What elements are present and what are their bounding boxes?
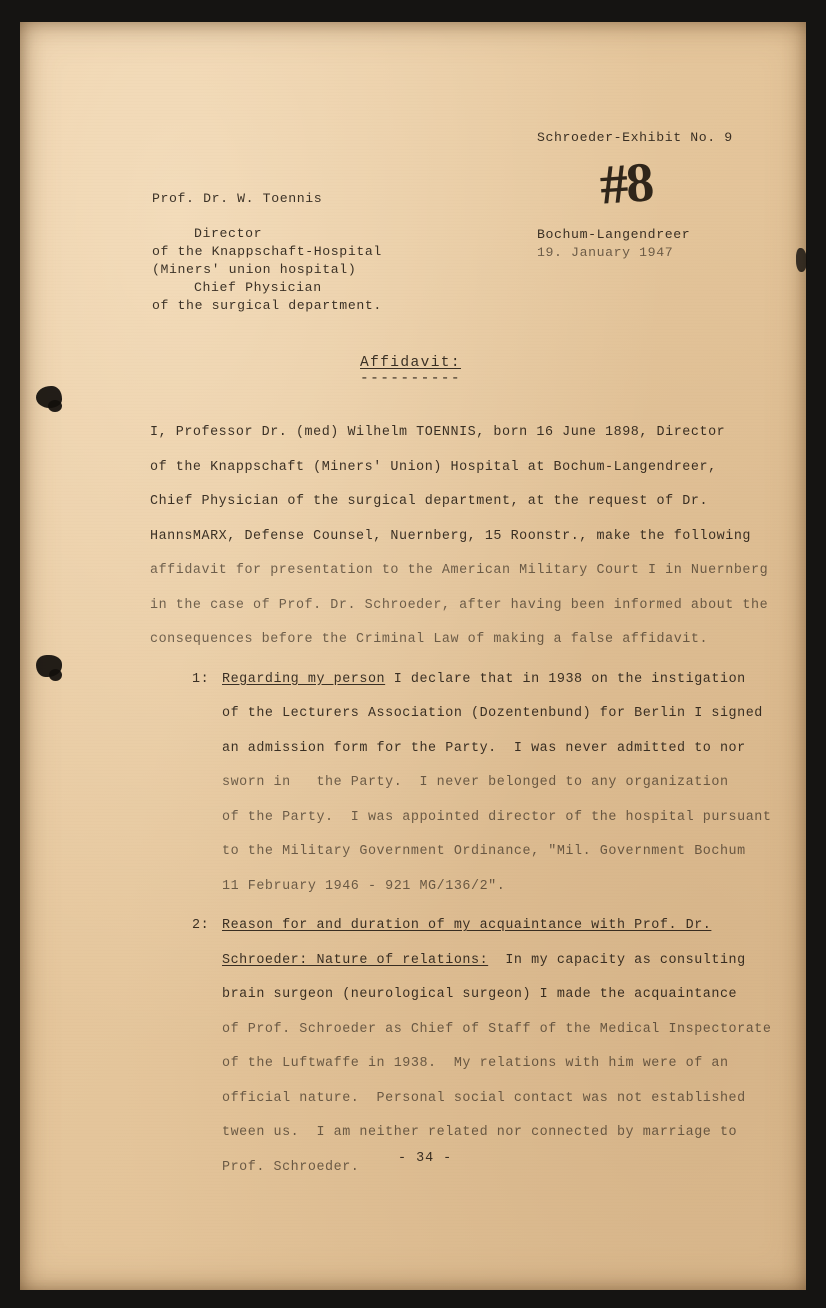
line-text: brain surgeon (neurological surgeon) I made the acquaintance (222, 987, 738, 1002)
list-item-line (222, 988, 737, 1001)
line-text: to the Military Government Ordinance, "Mil. Government Bochum (222, 844, 746, 859)
list-item-line (222, 919, 711, 932)
list-item-line (222, 673, 746, 686)
intro-line: affidavit for presentation to the American Military Court I in Nuernberg (150, 563, 769, 578)
list-item-line (222, 811, 771, 824)
place-line: Bochum-Langendreer (537, 227, 691, 242)
line-text: an admission form for the Party. I was never admitted to nor (222, 740, 746, 756)
page-title: Affidavit: (360, 355, 462, 371)
date-line: 19. January 1947 (537, 245, 674, 260)
addressee-org-line-1: of the Knappschaft-Hospital (152, 244, 382, 259)
line-text: of the Luftwaffe in 1938. My relations with him were of an (222, 1056, 729, 1071)
line-text: of Prof. Schroeder as Chief of Staff of the Medical Inspectorate (222, 1021, 772, 1037)
intro-line: consequences before the Criminal Law of making a false affidavit. (150, 632, 709, 647)
list-item-line (222, 776, 729, 789)
title-rule: ---------- (360, 371, 462, 387)
intro-line: of the Knappschaft (Miners' Union) Hospital at Bochum-Langendreer, (150, 459, 717, 475)
ink-blot-icon (49, 669, 62, 681)
handwritten-mark: #8 (597, 151, 655, 217)
list-item-line (222, 954, 746, 967)
intro-line: Chief Physician of the surgical department, at the request of Dr. (150, 494, 709, 509)
line-text: Prof. Schroeder. (222, 1159, 360, 1175)
intro-line: in the case of Prof. Dr. Schroeder, after having been informed about the (150, 597, 769, 613)
intro-line: HannsMARX, Defense Counsel, Nuernberg, 15 Roonstr., make the following (150, 528, 751, 544)
addressee-name: Prof. Dr. W. Toennis (152, 191, 323, 206)
list-item-line (222, 1092, 746, 1105)
edge-mark-icon (796, 248, 807, 272)
intro-line: I, Professor Dr. (med) Wilhelm TOENNIS, born 16 June 1898, Director (150, 425, 726, 440)
list-item-line (222, 1023, 771, 1036)
addressee-org-line-3: of the surgical department. (152, 298, 382, 313)
list-item-line (222, 880, 505, 893)
list-item-line (222, 1057, 729, 1070)
addressee-org-line-2: (Miners' union hospital) (152, 262, 357, 277)
emphasised-phrase: Reason for and duration of my acquaintance with Prof. Dr. (222, 918, 712, 933)
list-item-number: 1: (192, 671, 210, 687)
line-text: I declare that in 1938 on the instigation (385, 671, 746, 687)
page-number: - 34 - (398, 1151, 453, 1166)
list-item-line (222, 1126, 737, 1139)
emphasised-phrase: Regarding my person (222, 671, 386, 687)
line-text: of the Party. I was appointed director of the hospital pursuant (222, 809, 772, 825)
line-text: sworn in the Party. I never belonged to any organization (222, 775, 729, 790)
emphasised-phrase: Schroeder: Nature of relations: (222, 952, 489, 968)
line-text: official nature. Personal social contact was not established (222, 1090, 746, 1106)
addressee-role-director: Director (194, 226, 263, 241)
list-item-line (222, 707, 763, 720)
list-item-line (222, 845, 746, 858)
addressee-role-chief-physician: Chief Physician (194, 280, 322, 295)
line-text: tween us. I am neither related nor connected by marriage to (222, 1125, 738, 1140)
list-item-line (222, 742, 746, 755)
list-item-line (222, 1161, 359, 1174)
ink-blot-icon (48, 400, 62, 412)
line-text: In my capacity as consulting (488, 952, 746, 968)
line-text: 11 February 1946 - 921 MG/136/2". (222, 878, 506, 894)
line-text: of the Lecturers Association (Dozentenbund) for Berlin I signed (222, 706, 763, 721)
list-item-number: 2: (192, 918, 210, 933)
exhibit-label: Schroeder-Exhibit No. 9 (537, 130, 733, 145)
